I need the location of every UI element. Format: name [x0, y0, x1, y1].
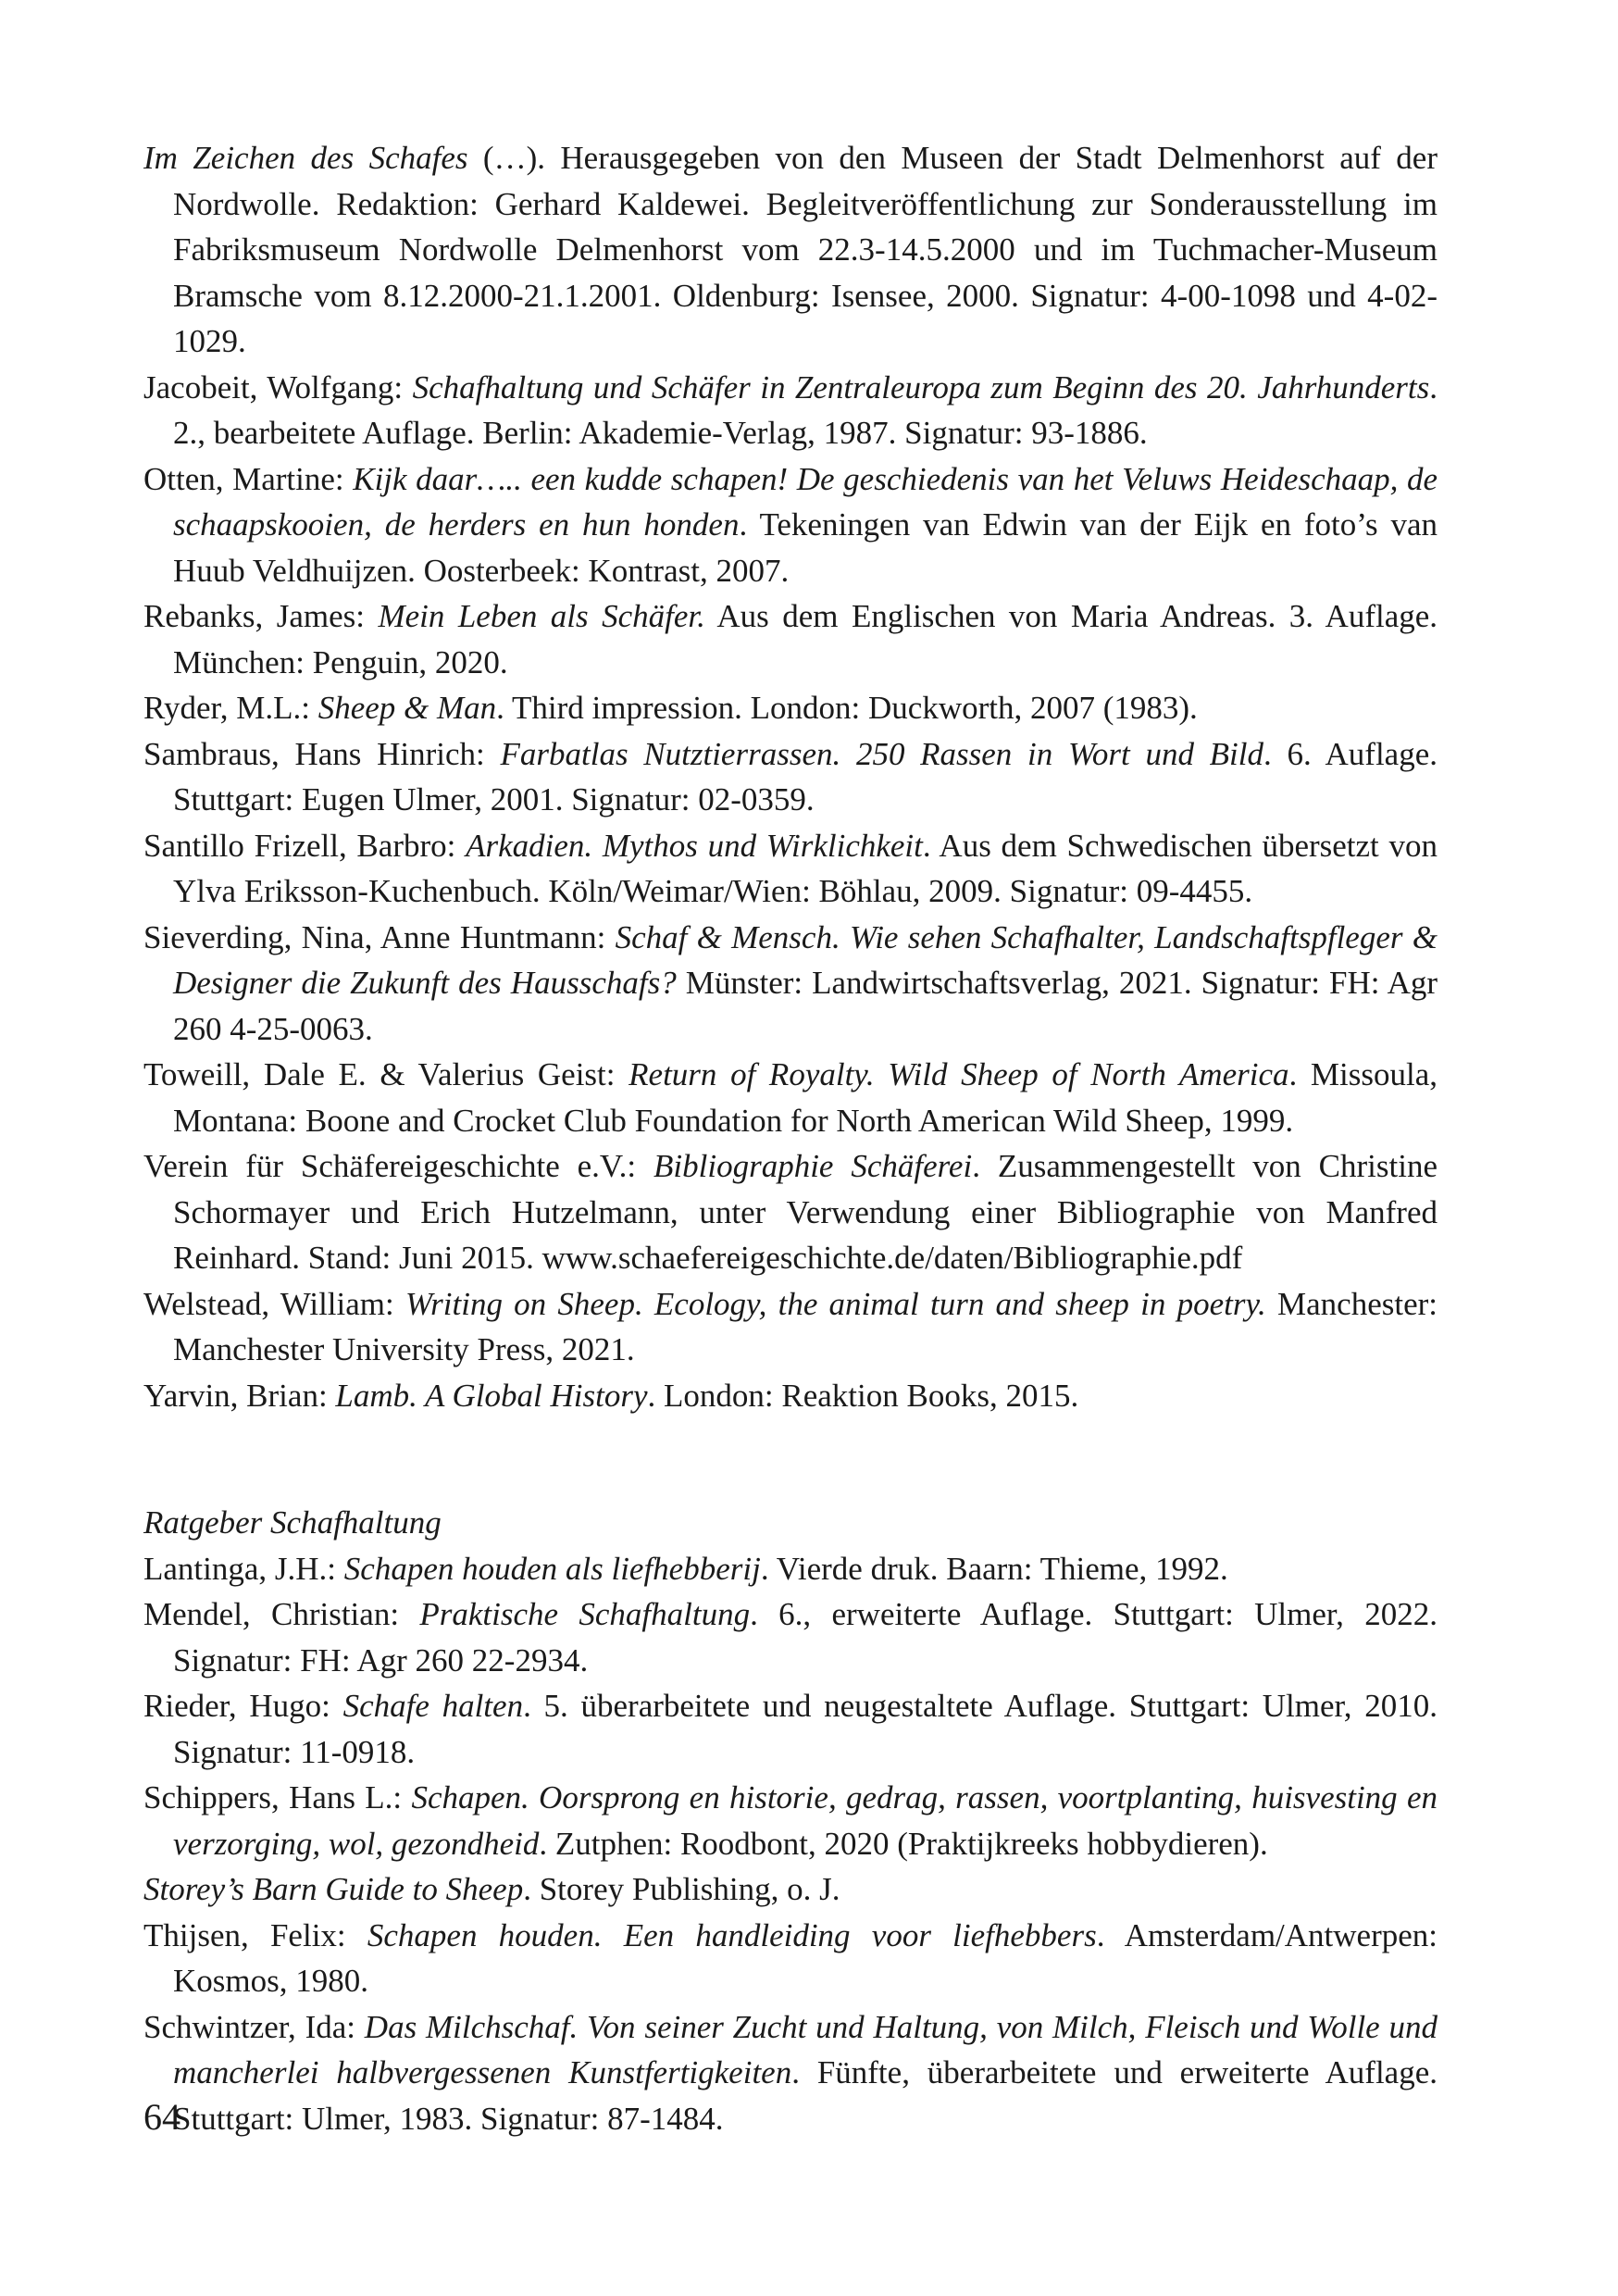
bibliography-list	[143, 135, 1438, 1418]
bibliography-entry: Jacobeit, Wolfgang: Schafhaltung und Schäfer in Zentraleuropa zum Beginn des 20. Jahrhunderts. 2., bearbeitete Auflage. Berlin: Akademie-Verlag, 1987. Signatur: 93-1886.	[143, 368, 1438, 451]
bibliography-entry: Thijsen, Felix: Schapen houden. Een handleiding voor liefhebbers. Amsterdam/Antwerpen: Kosmos, 1980.	[143, 1916, 1438, 1999]
bibliography-entry: Welstead, William: Writing on Sheep. Ecology, the animal turn and sheep in poetry. Manchester: Manchester University Press, 2021.	[143, 1285, 1438, 1367]
bibliography-entry: Storey’s Barn Guide to Sheep. Storey Publishing, o. J.	[143, 1871, 840, 1907]
page-number: 64	[143, 2096, 180, 2138]
bibliography-entry: Toweill, Dale E. & Valerius Geist: Return of Royalty. Wild Sheep of North America. Missoula, Montana: Boone and Crocket Club Foundation for North American Wild Sheep, 1999.	[143, 1056, 1438, 1139]
bibliography-entry: Mendel, Christian: Praktische Schafhaltung. 6., erweiterte Auflage. Stuttgart: Ulmer, 2022. Signatur: FH: Agr 260 22-2934.	[143, 1596, 1438, 1678]
section-gap	[143, 1418, 1438, 1500]
bibliography-entry: Im Zeichen des Schafes (…). Herausgegeben von den Museen der Stadt Delmenhorst auf der Nordwolle. Redaktion: Gerhard Kaldewei. Begleitveröffentlichung zur Sonderausstellung im Fabriksmuseum Nordwolle Delmenhorst vom 22.3-14.5.2000 und im Tuchmacher-Museum Bramsche vom 8.12.2000-21.1.2001. Oldenburg: Isensee, 2000. Signatur: 4-00-1098 und 4-02-1029.	[143, 140, 1438, 359]
bibliography	[143, 135, 1438, 2141]
bibliography-entry: Schippers, Hans L.: Schapen. Oorsprong en historie, gedrag, rassen, voortplanting, huisvesting en verzorging, wol, gezondheid. Zutphen: Roodbont, 2020 (Praktijkreeks hobbydieren).	[143, 1779, 1438, 1862]
bibliography-entry: Schwintzer, Ida: Das Milchschaf. Von seiner Zucht und Haltung, von Milch, Fleisch und Wolle und mancherlei halbvergessenen Kunstfertigkeiten. Fünfte, überarbeitete und erweiterte Auflage. Stuttgart: Ulmer, 1983. Signatur: 87-1484.	[143, 2008, 1438, 2137]
bibliography-entry: Yarvin, Brian: Lamb. A Global History. London: Reaktion Books, 2015.	[143, 1377, 1079, 1414]
bibliography-entry: Lantinga, J.H.: Schapen houden als liefhebberij. Vierde druk. Baarn: Thieme, 1992.	[143, 1550, 1228, 1587]
bibliography-entry: Ryder, M.L.: Sheep & Man. Third impression. London: Duckworth, 2007 (1983).	[143, 690, 1198, 726]
bibliography-entry: Rebanks, James: Mein Leben als Schäfer. Aus dem Englischen von Maria Andreas. 3. Auflage. München: Penguin, 2020.	[143, 598, 1438, 680]
bibliography-entry: Rieder, Hugo: Schafe halten. 5. überarbeitete und neugestaltete Auflage. Stuttgart: Ulmer, 2010. Signatur: 11-0918.	[143, 1688, 1438, 1770]
bibliography-entry: Santillo Frizell, Barbro: Arkadien. Mythos und Wirklichkeit. Aus dem Schwedischen übersetzt von Ylva Eriksson-Kuchenbuch. Köln/Weimar/Wien: Böhlau, 2009. Signatur: 09-4455.	[143, 827, 1438, 909]
bibliography-list-ratgeber	[143, 1546, 1438, 2142]
section-heading: Ratgeber Schafhaltung	[143, 1504, 442, 1541]
bibliography-entry: Verein für Schäfereigeschichte e.V.: Bibliographie Schäferei. Zusammengestellt von Christine Schormayer und Erich Hutzelmann, unter Verwendung einer Bibliographie von Manfred Reinhard. Stand: Juni 2015. www.schaefereigeschichte.de/daten/Bibliographie.pdf	[143, 1148, 1438, 1276]
bibliography-entry: Sieverding, Nina, Anne Huntmann: Schaf & Mensch. Wie sehen Schafhalter, Landschaftspfleger & Designer die Zukunft des Hausschafs? Münster: Landwirtschaftsverlag, 2021. Signatur: FH: Agr 260 4-25-0063.	[143, 918, 1438, 1047]
bibliography-entry: Otten, Martine: Kijk daar….. een kudde schapen! De geschiedenis van het Veluws Heideschaap, de schaapskooien, de herders en hun honden. Tekeningen van Edwin van der Eijk en foto’s van Huub Veldhuijzen. Oosterbeek: Kontrast, 2007.	[143, 460, 1438, 589]
bibliography-entry: Sambraus, Hans Hinrich: Farbatlas Nutztierrassen. 250 Rassen in Wort und Bild. 6. Auflage. Stuttgart: Eugen Ulmer, 2001. Signatur: 02-0359.	[143, 735, 1438, 817]
